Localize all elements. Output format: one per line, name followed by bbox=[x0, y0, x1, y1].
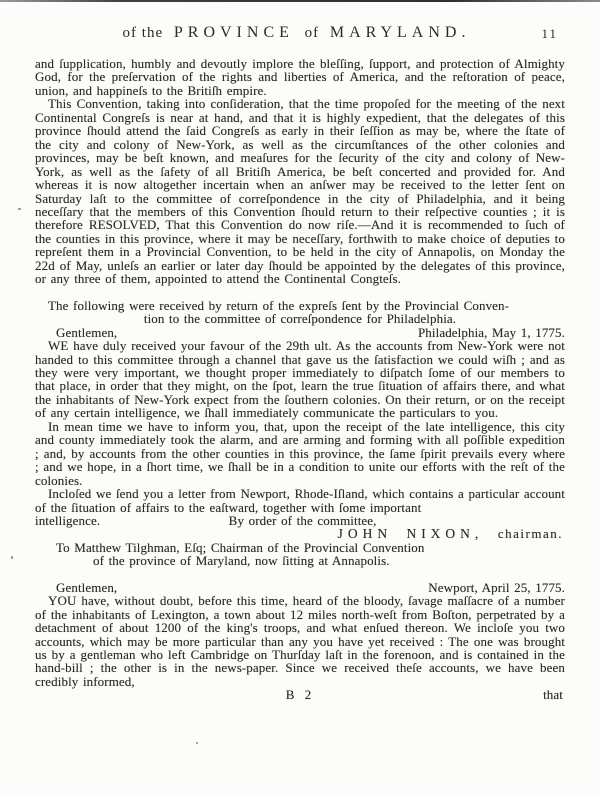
scan-speck bbox=[18, 208, 21, 210]
by-order-of-committee: By order of the committee, bbox=[228, 512, 377, 528]
letter-paragraph: YOU have, without doubt, before this time, heard of the bloody, ſavage maſſacre of a number of the inhabitants of Lexington, a town about 12 miles north-weſt from Boſton, perpetrated by a detachment of about 1200 of the king's troops, and what enſued thereon. We incloſe you two accounts, which may be more particular than any you have yet received : The one was brought us by a gentleman who left Cambridge on Thurſday laſt in the forenoon, and is contained in the hand-bill ; the other is in the news-paper. Since we received theſe accounts, we have been credibly informed, bbox=[35, 593, 565, 689]
running-head-maryland: MARYLAND. bbox=[329, 24, 471, 41]
address-line: of the province of Maryland, now ſitting at Annapolis. bbox=[93, 553, 390, 569]
running-head bbox=[35, 24, 564, 42]
paragraph-last-word: intelligence. bbox=[35, 512, 101, 528]
body-paragraph: This Convention, taking into conſideration, that the time propoſed for the meeting of the next Continental Congreſs is near at hand, and that it is highly expedient, that the delegates of this province ſhould attend the ſaid Congreſs as early in their ſeſſion as may be, where the ſtate of the city and colony of New-York, as well as the circumſtances of the other colonies and provinces, may be beſt known, and meaſures for the ſecurity of the city and colony of New-York, as well as the ſafety of all Britiſh America, be beſt concerted and provided for. And whereas it is now altogether incertain when an anſwer may be received to the letter ſent on Saturday laſt to the committee of correſpondence in the city of Philadelphia, and it being neceſſary that the members of this Convention ſhould return to their reſpective counties ; it is therefore RESOLVED, That this Convention do now riſe.—And it is recommended to ſuch of the counties in this province, where it may be neceſſary, forthwith to make choice of deputies to repreſent them in a Provincial Convention, to be held in the city of Annapolis, on Monday the 22d of May, unleſs an earlier or later day ſhould be appointed by the delegates of this province, or any three of them, appointed to attend the Continental Congteſs. bbox=[35, 96, 565, 287]
express-note-line2: tion to the committee of correſpondence for Philadelphia. bbox=[143, 311, 457, 327]
salutation: Gentlemen, bbox=[56, 324, 118, 340]
scan-edge-line bbox=[0, 0, 600, 2]
page-number: 11 bbox=[541, 26, 558, 41]
running-head-province: PROVINCE bbox=[173, 24, 294, 41]
signature-line bbox=[35, 527, 565, 540]
page-body bbox=[35, 57, 565, 702]
letter-paragraph: WE have duly received your favour of the 29th ult. As the accounts from New-York were not handed to this committee through a channel that gave us the ſatisfaction we could wiſh ; and as they were very important, we thought proper immediately to diſpatch ſome of our members to that place, in order that they might, on the ſpot, learn the true ſituation of affairs there, and what the inhabitants of New-York expect from the ſouthern colonies. On their return, or on the receipt of any certain intelligence, we ſhall immediately communicate the particulars to you. bbox=[35, 338, 565, 421]
letter-salutation-row bbox=[35, 581, 565, 594]
letter-salutation-row bbox=[35, 326, 565, 339]
signature-name: JOHN NIXON, bbox=[337, 526, 484, 542]
salutation: Gentlemen, bbox=[56, 579, 118, 595]
letter-paragraph: Incloſed we ſend you a letter from Newport, Rhode-Iſland, which contains a particular account of the ſituation of affairs to the eaſtward, together with ſome important bbox=[35, 486, 565, 515]
signature-role: chairman. bbox=[497, 526, 563, 542]
page-footer bbox=[35, 688, 565, 701]
signature-mark: B 2 bbox=[285, 687, 315, 703]
running-head-prefix: of the bbox=[122, 25, 164, 41]
address-line: To Matthew Tilghman, Eſq; Chairman of the Provincial Convention bbox=[56, 539, 425, 555]
dateline: Philadelphia, May 1, 1775. bbox=[417, 324, 565, 340]
scan-speck bbox=[196, 742, 198, 744]
catchword: that bbox=[543, 687, 563, 703]
by-order-row bbox=[35, 514, 565, 527]
dateline: Newport, April 25, 1775. bbox=[428, 579, 565, 595]
body-paragraph: and ſupplication, humbly and devoutly implore the bleſſing, ſupport, and protection of Almighty God, for the preſervation of the rights and liberties of America, and the reſtoration of peace, union, and happineſs to the Britiſh empire. bbox=[35, 56, 565, 98]
letter-paragraph: In mean time we have to inform you, that, upon the receipt of the late intelligence, this city and county immediately took the alarm, and are arming and forming with all poſſible expedition ; and, by accounts from the other counties in this province, the ſame ſpirit prevails every where ; and we hope, in a ſhort time, we ſhall be in a condition to unite our efforts with the reſt of the colonies. bbox=[35, 418, 565, 488]
express-note-line1: The following were received by return of the expreſs ſent by the Provincial Conven- bbox=[48, 297, 510, 313]
scan-speck bbox=[11, 556, 13, 559]
running-head-of: of bbox=[304, 25, 320, 41]
